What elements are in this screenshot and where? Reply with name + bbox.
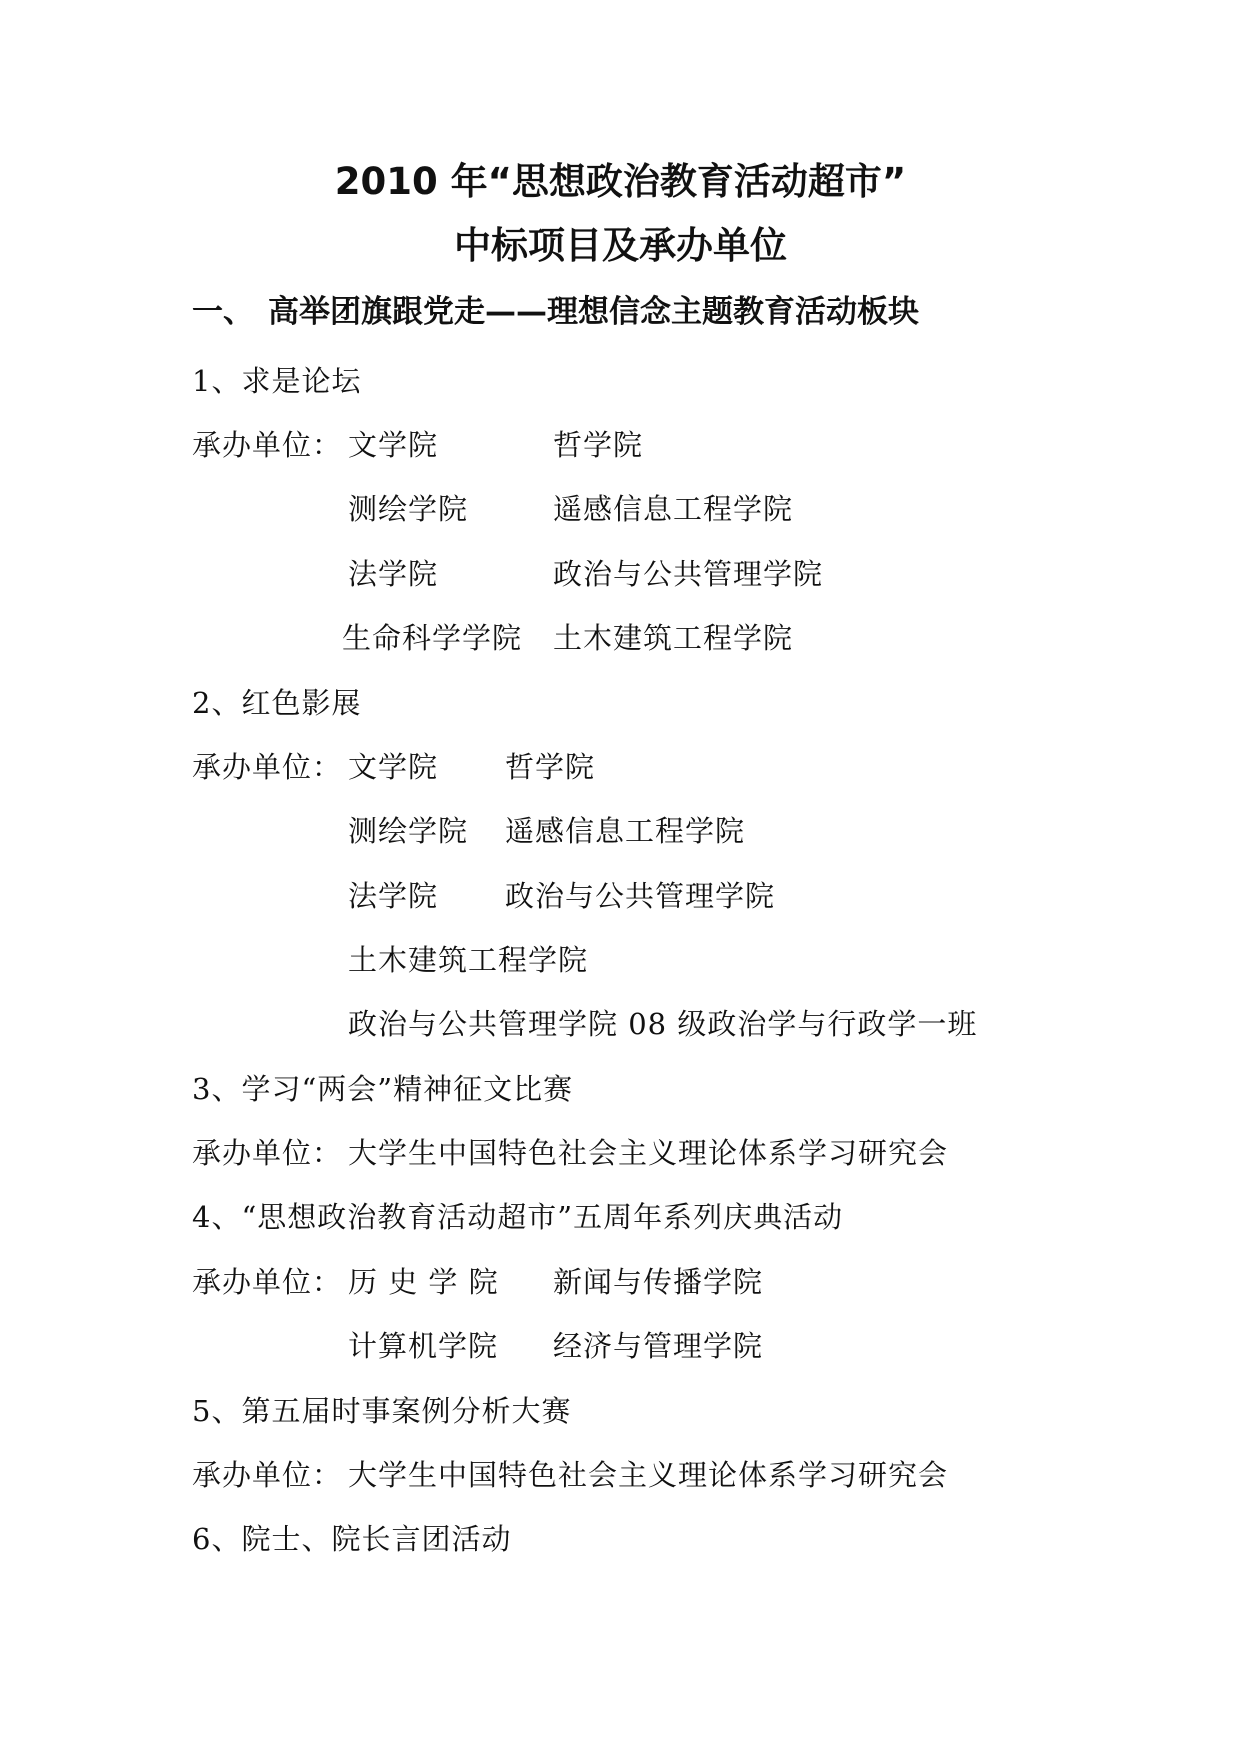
section-number: 一、 xyxy=(192,294,254,330)
organizer-label: 承办单位： xyxy=(192,750,343,784)
organizer-name: 文学院 xyxy=(348,750,439,784)
organizer-name: 大学生中国特色社会主义理论体系学习研究会 xyxy=(348,1136,949,1170)
organizer-name: 遥感信息工程学院 xyxy=(553,492,794,526)
organizer-label: 承办单位： xyxy=(192,1265,343,1299)
organizer-name: 遥感信息工程学院 xyxy=(505,814,746,848)
item-title: 1、求是论坛 xyxy=(192,364,362,398)
organizer-name: 大学生中国特色社会主义理论体系学习研究会 xyxy=(348,1458,949,1492)
section-heading xyxy=(192,292,919,332)
organizer-name: 政治与公共管理学院 08 级政治学与行政学一班 xyxy=(348,1007,978,1041)
organizer-name: 土木建筑工程学院 xyxy=(348,943,589,977)
organizer-name: 文学院 xyxy=(348,428,439,462)
document-subtitle: 中标项目及承办单位 xyxy=(454,224,787,267)
item-title: 4、“思想政治教育活动超市”五周年系列庆典活动 xyxy=(192,1200,844,1234)
organizer-name: 生命科学学院 xyxy=(342,621,523,655)
organizer-name: 政治与公共管理学院 xyxy=(505,879,776,913)
organizer-name: 政治与公共管理学院 xyxy=(553,557,824,591)
organizer-label: 承办单位： xyxy=(192,1136,343,1170)
document-title: 2010 年“思想政治教育活动超市” xyxy=(334,160,907,203)
organizer-name: 哲学院 xyxy=(553,428,644,462)
organizer-name: 法学院 xyxy=(348,879,439,913)
organizer-name: 测绘学院 xyxy=(348,492,469,526)
organizer-name: 计算机学院 xyxy=(348,1329,499,1363)
item-title: 3、学习“两会”精神征文比赛 xyxy=(192,1072,574,1106)
item-title: 2、红色影展 xyxy=(192,686,362,720)
organizer-name: 经济与管理学院 xyxy=(553,1329,764,1363)
organizer-name: 哲学院 xyxy=(505,750,596,784)
item-title: 6、院士、院长言团活动 xyxy=(192,1522,512,1556)
organizer-name: 土木建筑工程学院 xyxy=(553,621,794,655)
organizer-name: 测绘学院 xyxy=(348,814,469,848)
organizer-name: 法学院 xyxy=(348,557,439,591)
organizer-label: 承办单位： xyxy=(192,428,343,462)
section-title: 高举团旗跟党走——理想信念主题教育活动板块 xyxy=(268,294,919,330)
organizer-label: 承办单位： xyxy=(192,1458,343,1492)
organizer-name: 新闻与传播学院 xyxy=(553,1265,764,1299)
organizer-name: 历 史 学 院 xyxy=(348,1265,499,1299)
item-title: 5、第五届时事案例分析大赛 xyxy=(192,1394,572,1428)
